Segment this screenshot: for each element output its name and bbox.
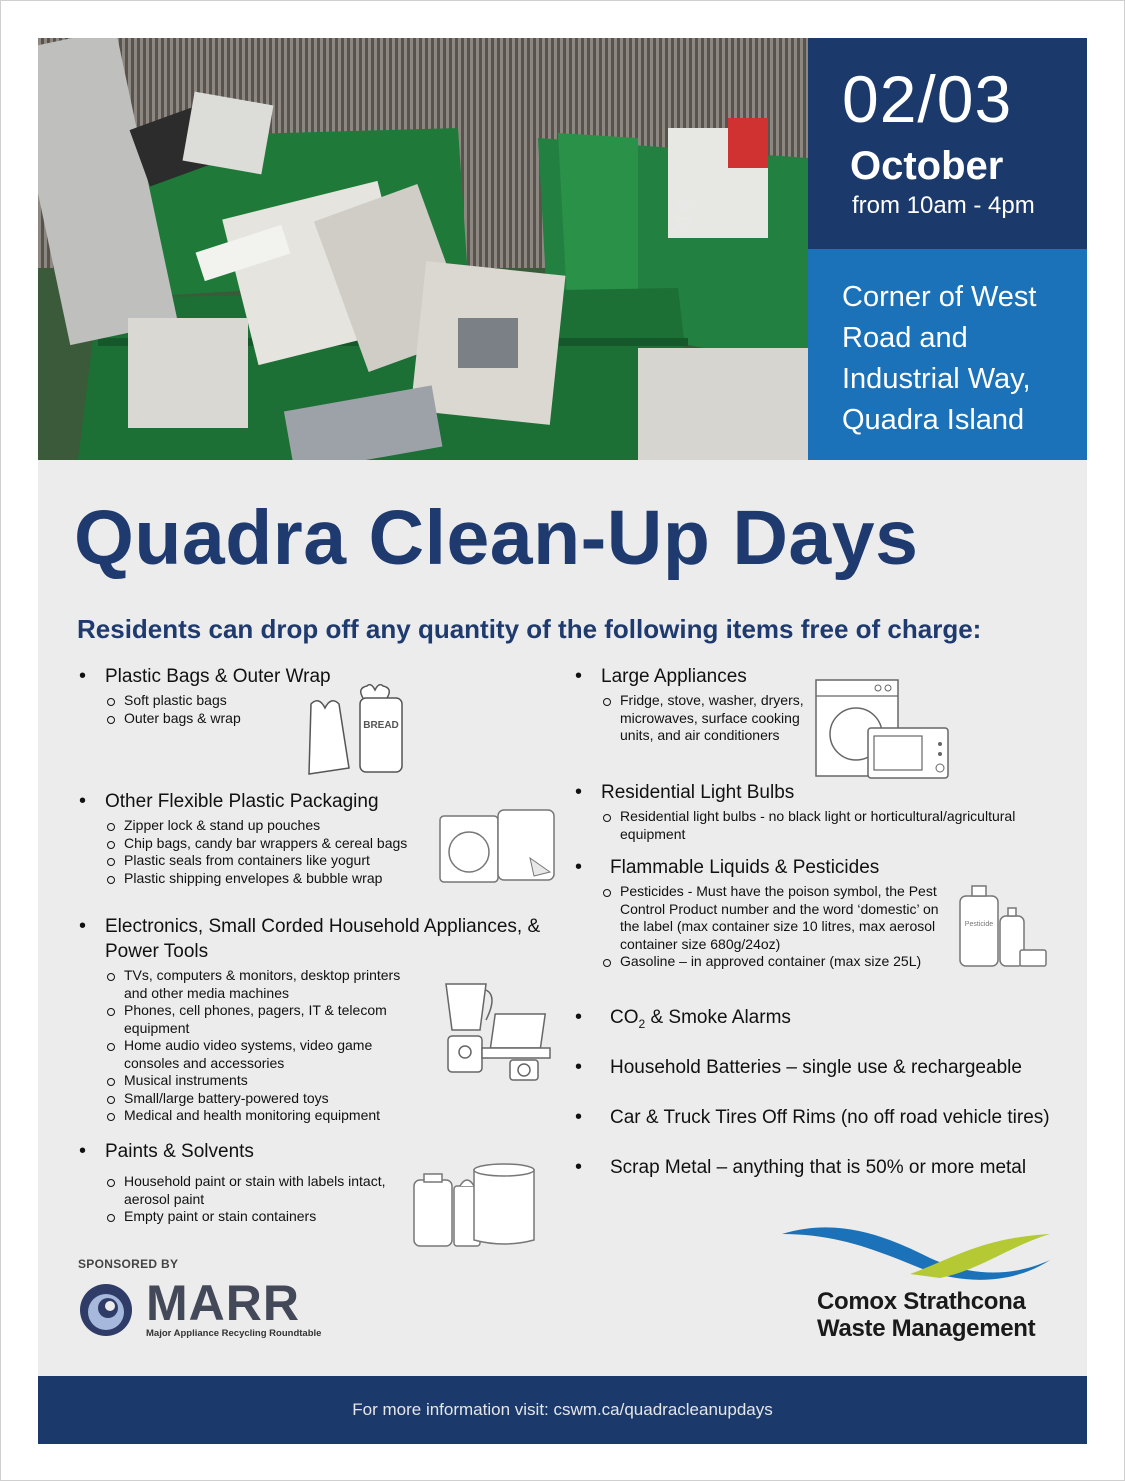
- bread-label: BREAD: [363, 720, 399, 731]
- category-heading: • Flammable Liquids & Pesticides: [575, 855, 955, 880]
- category-heading: • $CO_2$ & Smoke Alarms: [575, 1005, 1055, 1037]
- sponsor-label: SPONSORED BY: [78, 1257, 179, 1271]
- cswm-name: Comox Strathcona Waste Management: [817, 1288, 1036, 1342]
- category-heading: • Household Batteries – single use & rechargeable: [575, 1055, 1075, 1080]
- plastic-bag-icon: [303, 684, 405, 776]
- category-large-appliances: [575, 664, 805, 745]
- list-item: Gasoline – in approved container (max size 25L): [601, 953, 955, 971]
- list-item: Soft plastic bags: [105, 692, 369, 710]
- list-item: Medical and health monitoring equipment: [105, 1107, 405, 1125]
- marr-name: MARR: [146, 1275, 300, 1331]
- category-heading: • Paints & Solvents: [79, 1139, 409, 1164]
- list-item: Residential light bulbs - no black light or horticultural/agricultural equipment: [601, 808, 1035, 843]
- category-flammable: [575, 855, 955, 971]
- location-box: [808, 249, 1087, 460]
- appliances-icon: [812, 678, 952, 782]
- list-item: Plastic shipping envelopes & bubble wrap: [105, 870, 439, 888]
- list-item: Small/large battery-powered toys: [105, 1090, 405, 1108]
- list-item: Outer bags & wrap: [105, 710, 369, 728]
- marr-swirl-icon: [76, 1282, 138, 1338]
- list-item: Pesticides - Must have the poison symbol, the Pest Control Product number and the word ‘domestic’ on the label (max container size 10 litres, max aerosol container size 680g/24oz): [601, 883, 955, 953]
- category-flexible-plastic: [79, 789, 439, 887]
- list-item: Plastic seals from containers like yogurt: [105, 852, 439, 870]
- category-batteries: [575, 1055, 1075, 1080]
- event-date: 02/03: [842, 62, 1013, 136]
- list-item: Household paint or stain with labels intact, aerosol paint: [105, 1173, 409, 1208]
- page-title: Quadra Clean-Up Days: [74, 495, 919, 581]
- category-light-bulbs: [575, 780, 1035, 843]
- svg-text:318: 318: [668, 198, 700, 239]
- list-item: Phones, cell phones, pagers, IT & telecom equipment: [105, 1002, 405, 1037]
- pesticide-icon: [956, 882, 1050, 970]
- date-box: [808, 38, 1087, 249]
- event-time: from 10am - 4pm: [852, 192, 1035, 219]
- page-subtitle: Residents can drop off any quantity of the following items free of charge:: [77, 614, 982, 644]
- list-item: Empty paint or stain containers: [105, 1208, 409, 1226]
- cswm-wave-logo: [780, 1220, 1060, 1290]
- list-item: Zipper lock & stand up pouches: [105, 817, 439, 835]
- event-location: Corner of West Road and Industrial Way, Quadra Island: [842, 281, 1037, 436]
- list-item: TVs, computers & monitors, desktop printers and other media machines: [105, 967, 405, 1002]
- marr-tagline: Major Appliance Recycling Roundtable: [146, 1328, 322, 1339]
- marr-logo: [76, 1275, 322, 1342]
- category-heading: • Plastic Bags & Outer Wrap: [79, 664, 369, 689]
- category-heading: • Residential Light Bulbs: [575, 780, 1035, 805]
- pesticide-label: Pesticide: [964, 921, 994, 928]
- event-month: October: [850, 144, 1004, 188]
- plastic-packaging-icon: [438, 808, 556, 884]
- paint-cans-icon: [410, 1160, 540, 1252]
- category-heading: • Electronics, Small Corded Household Appliances, & Power Tools: [79, 914, 569, 964]
- footer-prefix: For more information visit:: [352, 1400, 554, 1419]
- category-heading: • Large Appliances: [575, 664, 805, 689]
- footer-bar: [38, 1376, 1087, 1444]
- list-item: Chip bags, candy bar wrappers & cereal bags: [105, 835, 439, 853]
- category-heading: • Scrap Metal – anything that is 50% or more metal: [575, 1155, 1075, 1180]
- footer-link[interactable]: cswm.ca/quadracleanupdays: [553, 1400, 773, 1419]
- electronics-icon: [440, 980, 556, 1084]
- list-item: Fridge, stove, washer, dryers, microwaves, surface cooking units, and air conditioners: [601, 692, 805, 745]
- category-heading: • Other Flexible Plastic Packaging: [79, 789, 439, 814]
- header-photo: [38, 38, 808, 460]
- category-tires: [575, 1105, 1085, 1130]
- list-item: Home audio video systems, video game consoles and accessories: [105, 1037, 405, 1072]
- category-heading: • Car & Truck Tires Off Rims (no off road vehicle tires): [575, 1105, 1085, 1130]
- list-item: Musical instruments: [105, 1072, 405, 1090]
- category-co2-alarms: [575, 1005, 1055, 1037]
- category-scrap-metal: [575, 1155, 1075, 1180]
- category-paints: [79, 1139, 409, 1226]
